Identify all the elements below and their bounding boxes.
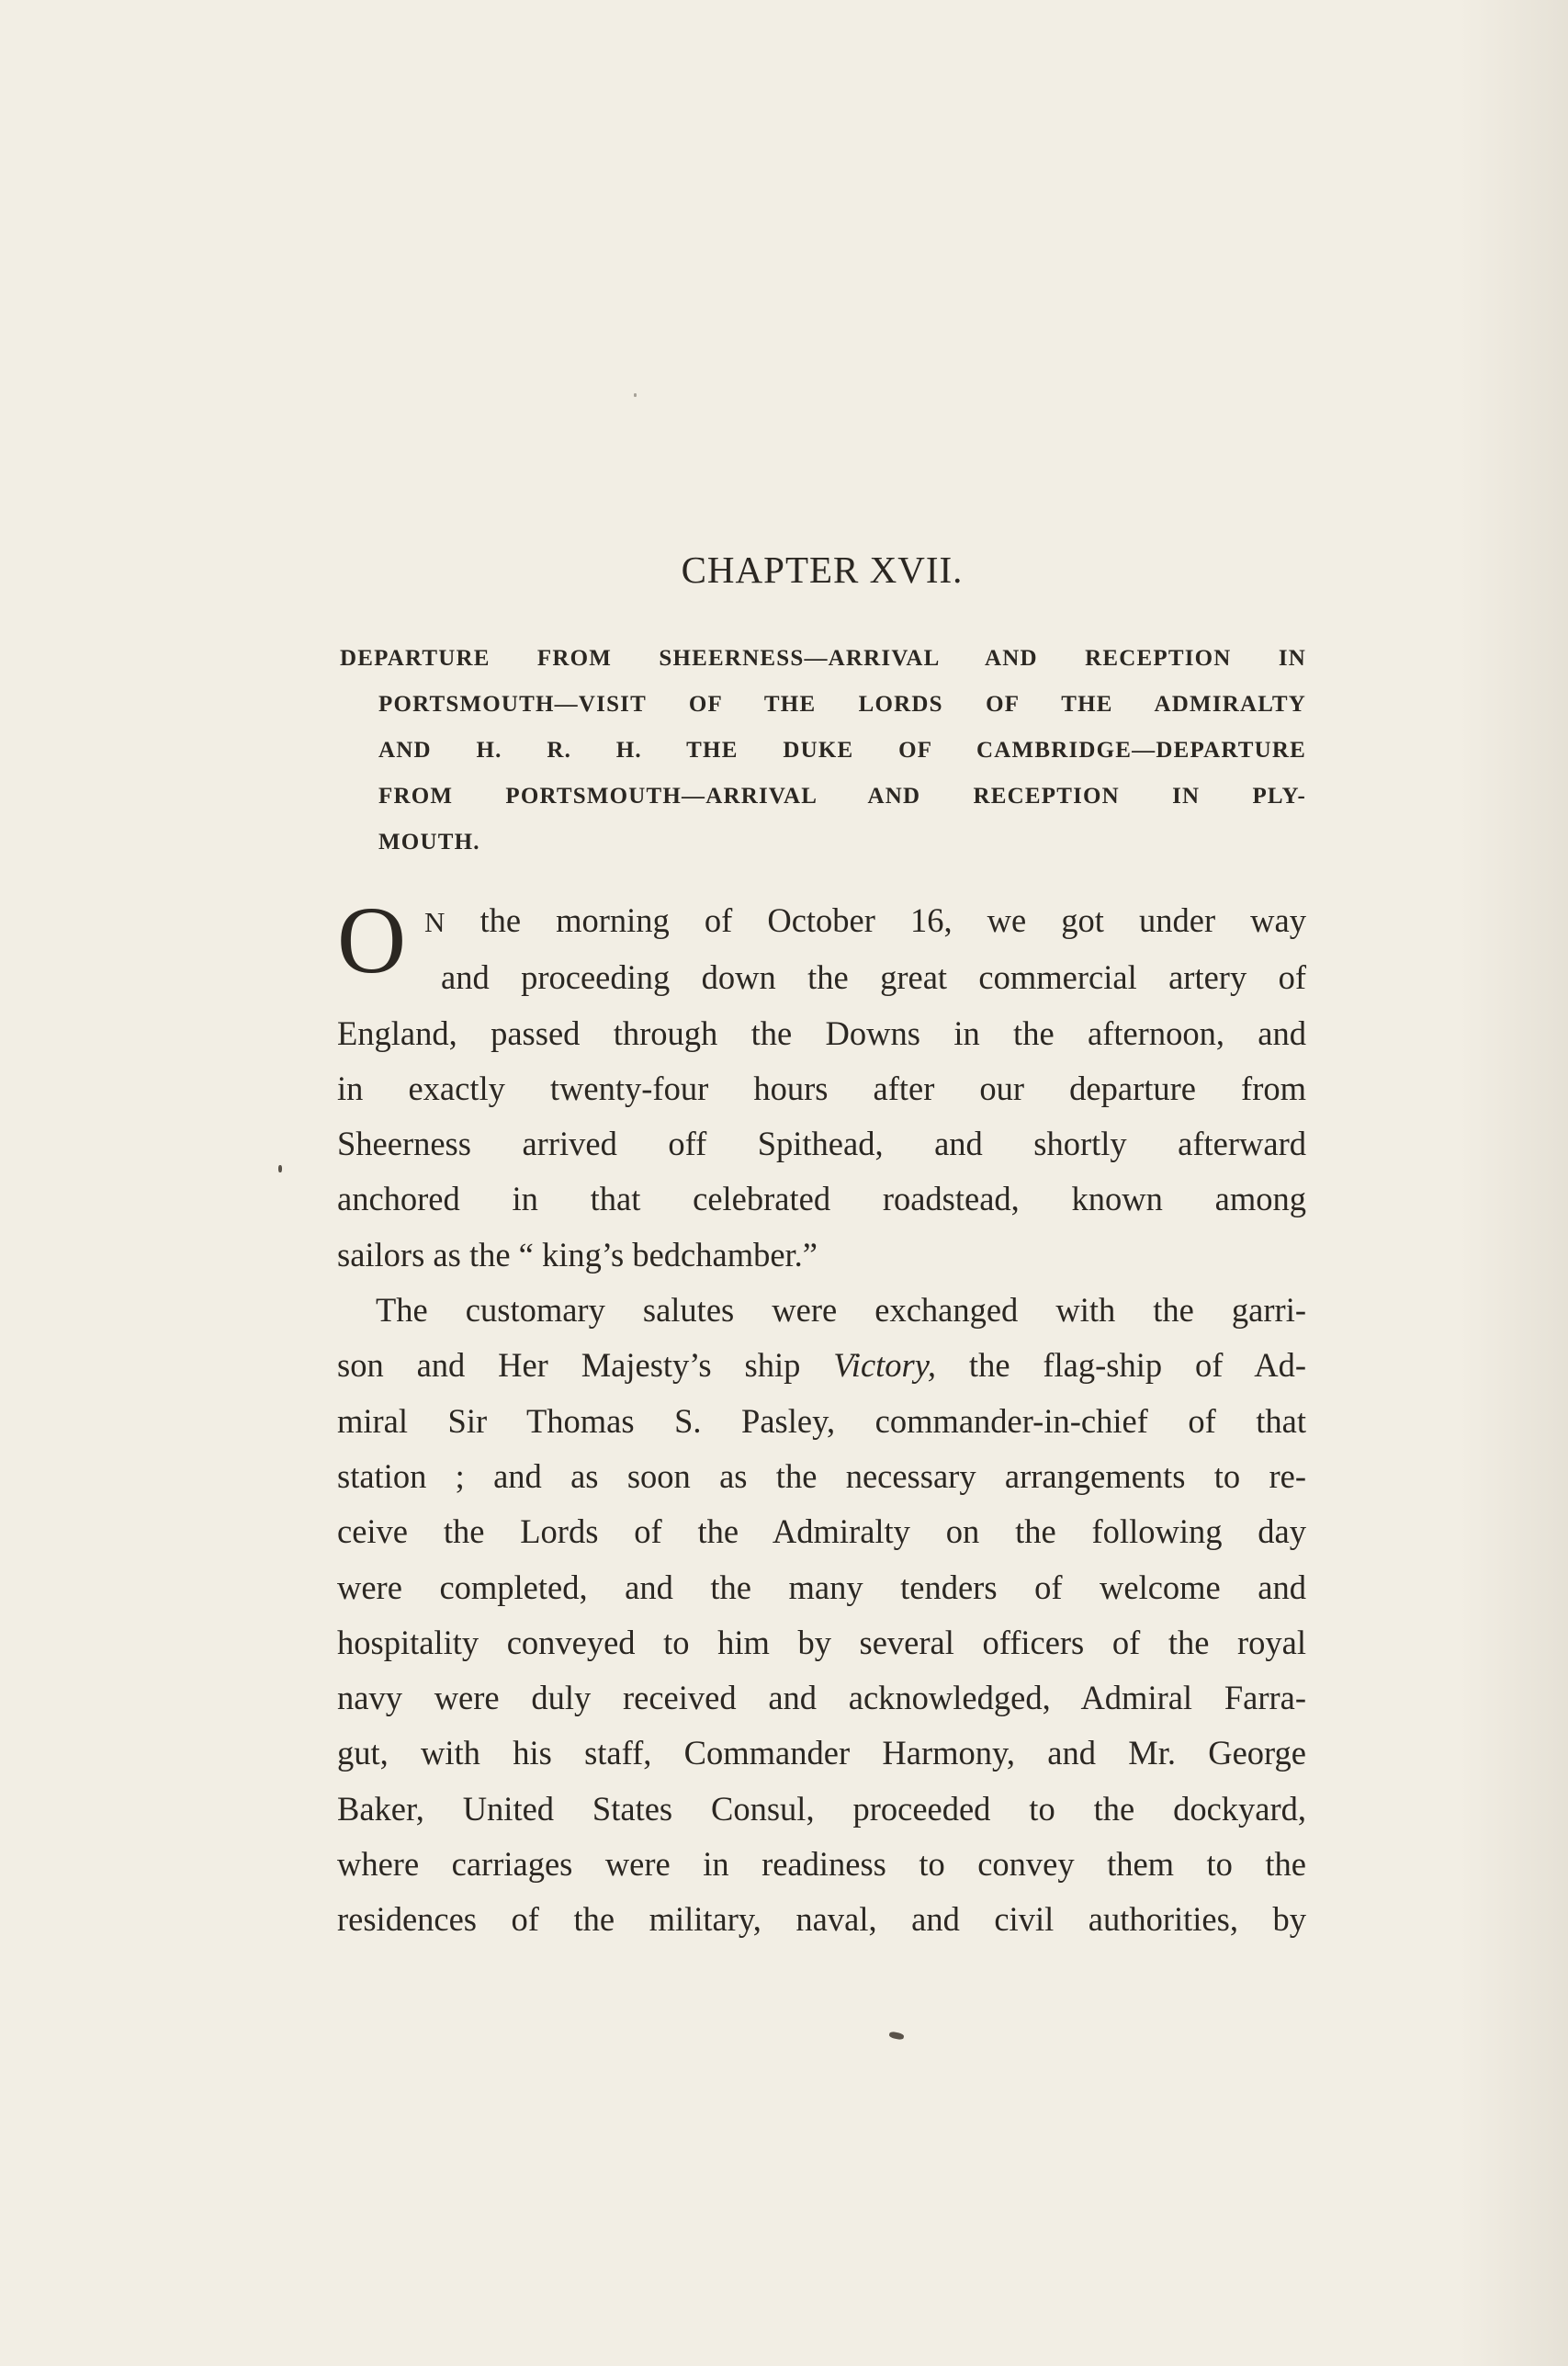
chapter-title: CHAPTER XVII.	[681, 549, 964, 591]
body-line-text: son and Her Majesty’s ship	[337, 1346, 834, 1385]
body-line: miral Sir Thomas S. Pasley, commander-in-chief of that	[337, 1401, 1306, 1440]
body-line: were completed, and the many tenders of welcome and	[337, 1568, 1306, 1606]
body-line: Baker, United States Consul, proceeded to the dockyard,	[337, 1789, 1306, 1828]
body-line: hospitality conveyed to him by several officers of the royal	[337, 1623, 1306, 1661]
body-line: ceive the Lords of the Admiralty on the following day	[337, 1512, 1306, 1551]
body-line: and proceeding down the great commercial artery of	[441, 958, 1306, 997]
chapter-summary	[340, 636, 1306, 866]
summary-line: AND H. R. H. THE DUKE OF CAMBRIDGE—DEPARTURE	[378, 738, 1306, 763]
body-text	[337, 888, 1306, 1948]
body-line: anchored in that celebrated roadstead, known among	[337, 1180, 1306, 1218]
summary-line: MOUTH.	[378, 830, 480, 855]
body-line: residences of the military, naval, and civil authorities, by	[337, 1900, 1306, 1939]
body-line: gut, with his staff, Commander Harmony, and Mr. George	[337, 1734, 1306, 1772]
summary-line: FROM PORTSMOUTH—ARRIVAL AND RECEPTION IN PLY-	[378, 784, 1306, 809]
ship-name: Victory,	[833, 1346, 937, 1385]
body-line: England, passed through the Downs in the afternoon, and	[337, 1013, 1306, 1052]
ink-speck	[634, 393, 637, 397]
body-line: in exactly twenty-four hours after our departure from	[337, 1069, 1306, 1107]
body-line	[337, 1338, 1306, 1393]
body-line: sailors as the “ king’s bedchamber.”	[337, 1235, 818, 1274]
body-line-text: the flag-ship of Ad-	[936, 1346, 1306, 1385]
body-line: where carriages were in readiness to convey them to the	[337, 1845, 1306, 1884]
summary-line: PORTSMOUTH—VISIT OF THE LORDS OF THE ADMIRALTY	[378, 692, 1306, 717]
drop-cap: O	[337, 888, 407, 993]
body-line: The customary salutes were exchanged with the garri-	[376, 1291, 1306, 1330]
body-line-text: the morning of October 16, we got under way	[445, 901, 1306, 939]
summary-line: DEPARTURE FROM SHEERNESS—ARRIVAL AND RECEPTION IN	[340, 646, 1306, 671]
ink-speck	[888, 2031, 904, 2040]
body-line: Sheerness arrived off Spithead, and shortly afterward	[337, 1125, 1306, 1163]
body-line: station ; and as soon as the necessary arrangements to re-	[337, 1456, 1306, 1495]
body-line: navy were duly received and acknowledged, Admiral Farra-	[337, 1679, 1306, 1717]
ink-speck	[278, 1165, 282, 1172]
first-word-cap: N	[424, 906, 446, 938]
